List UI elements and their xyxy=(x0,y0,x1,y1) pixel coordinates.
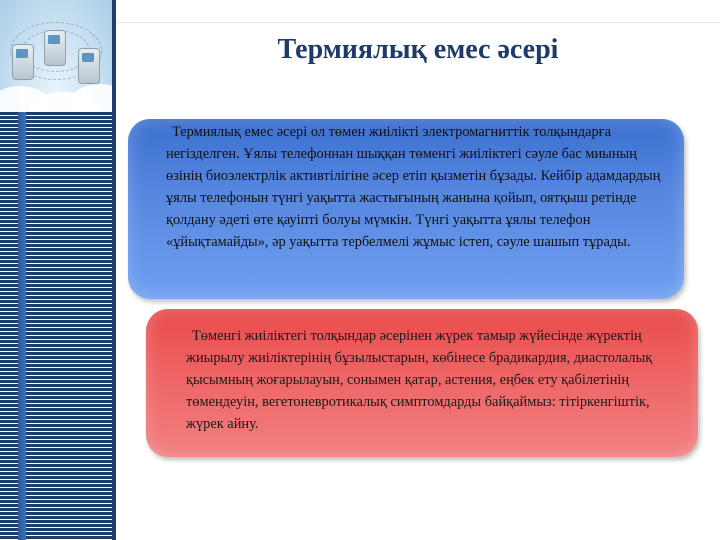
vertical-divider xyxy=(112,0,116,540)
info-box-blue-text: Термиялық емес әсері ол төмен жиілікті электромагниттік толқындарға негізделген. Ұялы телефоннан шыққан төменгі жиіліктегі сәуле бас миының өзінің биоэлектрлік активтілігіне әсер етіп қызметін бұзады. Кейбір адамдардың ұялы телефонын түнгі уақытта жастығының жанына қойып, оятқыш ретінде қолдану әдеті өте қауіпті болуы мүмкін. Түнгі уақытта ұялы телефон «ұйықтамайды», әр уақытта тербелмелі жұмыс істеп, сәуле шашып тұрады. xyxy=(166,124,661,251)
left-decor-strip xyxy=(0,0,112,540)
info-box-red xyxy=(146,309,698,457)
mobile-phones-image xyxy=(0,0,112,112)
info-box-red-text: Төменгі жиіліктегі толқындар әсерінен жүрек тамыр жүйесінде жүректің жиырылу жиіліктерінің бұзылыстарын, көбінесе брадикардия, диастолалық қысымның жоғарылауын, сонымен қатар, астения, еңбек ету қабілетінің төмендеуін, вегетоневротикалық симптомдарды байқаймыз: тітіркенгіштік, жүрек айну. xyxy=(186,328,653,433)
striped-sidebar xyxy=(0,112,112,540)
title-divider xyxy=(116,22,720,23)
info-box-blue xyxy=(128,119,684,299)
slide-title: Термиялық емес әсері xyxy=(277,34,559,65)
